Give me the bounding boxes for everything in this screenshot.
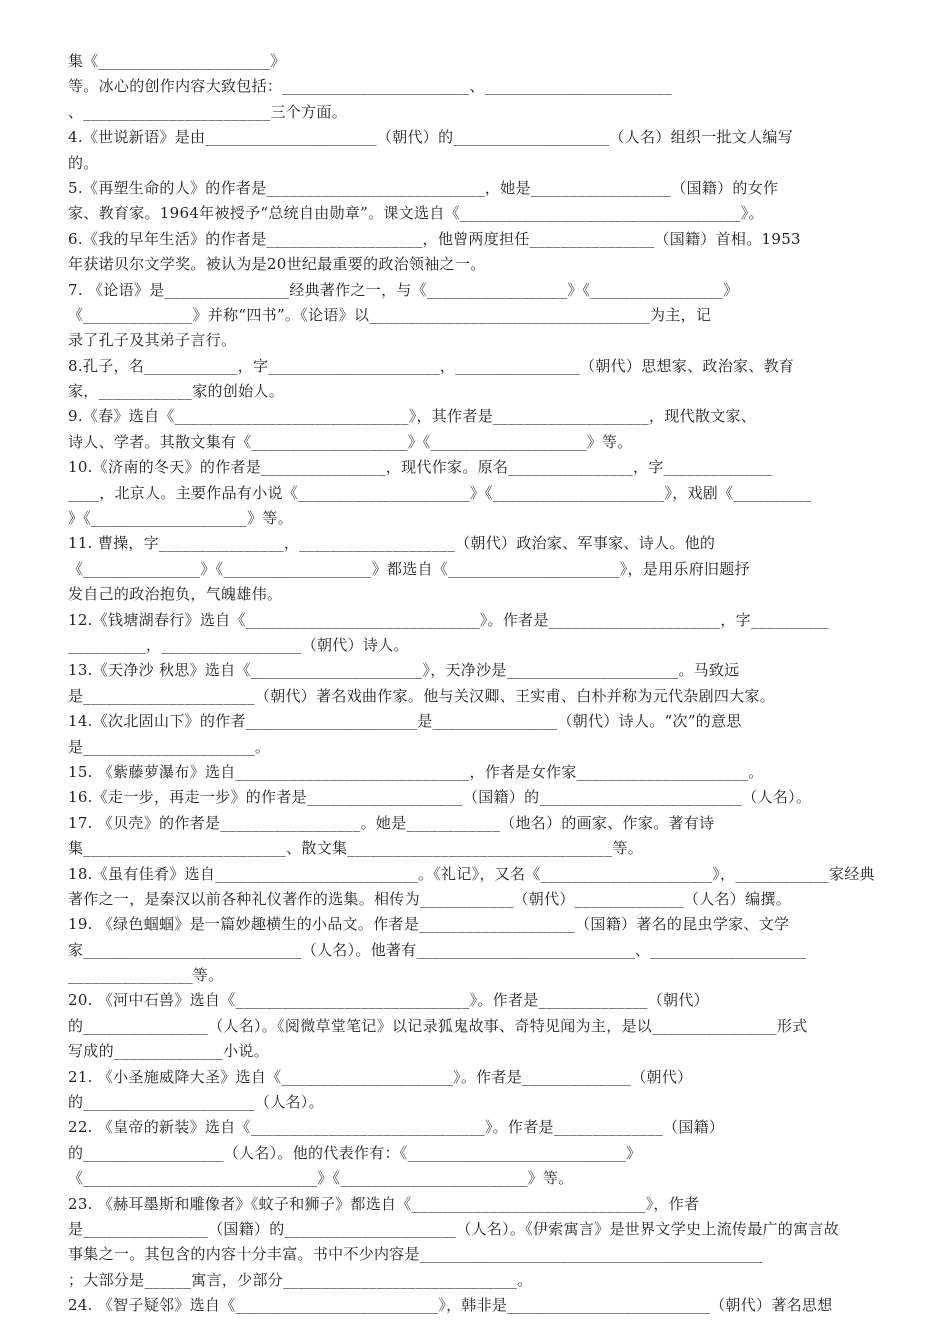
worksheet-line: 8.孔子，名____________，字______________________，________________（朝代）思想家、政治家、教育 — [68, 356, 795, 375]
worksheet-line: 15. 《紫藤萝瀑布》选自______________________________，作者是女作家______________________。 — [68, 762, 764, 781]
worksheet-line: 集__________________________、散文集__________________________________等。 — [68, 839, 644, 858]
worksheet-body — [68, 49, 914, 1319]
worksheet-line: 等。冰心的创作内容大致包括：________________________、________________________ — [68, 77, 672, 96]
worksheet-line: 20. 《河中石兽》选自《______________________________》。作者是______________（朝代） — [68, 991, 709, 1010]
worksheet-line: 23. 《赫耳墨斯和雕像者》《蚊子和狮子》都选自《______________________________》，作者 — [68, 1194, 700, 1213]
worksheet-line: 24. 《智子疑邻》选自《__________________________》，韩非是__________________________（朝代）著名思想 — [68, 1296, 833, 1315]
worksheet-line: ________________等。 — [68, 966, 224, 985]
worksheet-line: 13.《天净沙 秋思》选自《______________________》，天净沙是______________________。马致远 — [68, 661, 740, 680]
worksheet-line: 7. 《论语》是________________经典著作之一，与《__________________》《_________________》 — [68, 280, 739, 299]
worksheet-line: 16.《走一步，再走一步》的作者是____________________（国籍）的__________________________（人名）。 — [68, 788, 812, 807]
worksheet-line: 《_______________》《___________________》都选自《______________________》，是用乐府旧题抒 — [68, 559, 750, 578]
worksheet-line: 21. 《小圣施威降大圣》选自《______________________》。作者是______________（朝代） — [68, 1067, 693, 1086]
worksheet-line: 年获诺贝尔文学奖。被认为是20世纪最重要的政治领袖之一。 — [68, 255, 486, 274]
worksheet-line: 《______________》并称“四书”。《论语》以____________________________________为主，记 — [68, 305, 712, 324]
worksheet-line: 著作之一，是秦汉以前各种礼仪著作的选集。相传为____________（朝代）______________（人名）编撰。 — [68, 889, 792, 908]
worksheet-line: 4.《世说新语》是由______________________（朝代）的____________________（人名）组织一批文人编写 — [68, 128, 794, 147]
worksheet-line: 是______________________（朝代）著名戏曲作家。他与关汉卿、王实甫、白朴并称为元代杂剧四大家。 — [68, 686, 776, 705]
worksheet-line: 14.《次北固山下》的作者______________________是________________（朝代）诗人。“次”的意思 — [68, 712, 742, 731]
worksheet-line: 10.《济南的冬天》的作者是________________，现代作家。原名________________，字______________ — [68, 458, 773, 477]
worksheet-line: 是______________________。 — [68, 737, 271, 756]
worksheet-line: 12.《钱塘湖春行》选自《______________________________》。作者是______________________，字__________ — [68, 610, 829, 629]
worksheet-line: 》《____________________》等。 — [68, 509, 294, 528]
worksheet-line: ；大部分是______寓言，少部分______________________________。 — [68, 1270, 533, 1289]
worksheet-line: 、________________________三个方面。 — [68, 102, 348, 121]
worksheet-line: 的________________（人名）。《阅微草堂笔记》以记录狐鬼故事、奇特见闻为主，是以________________形式 — [68, 1016, 808, 1035]
worksheet-line: 22. 《皇帝的新装》选自《______________________________》。作者是______________（国籍） — [68, 1118, 725, 1137]
worksheet-line: 11. 曹操，字________________，____________________（朝代）政治家、军事家、诗人。他的 — [68, 534, 716, 553]
worksheet-line: 发自己的政治抱负，气魄雄伟。 — [68, 585, 283, 604]
worksheet-line: __________，__________________（朝代）诗人。 — [68, 635, 409, 654]
worksheet-line: 5.《再塑生命的人》的作者是____________________________，她是__________________（国籍）的女作 — [68, 178, 779, 197]
worksheet-line: ____，北京人。主要作品有小说《______________________》《______________________》，戏剧《__________ — [68, 483, 812, 502]
worksheet-line: 18.《虽有佳肴》选自__________________________。《礼记》，又名《______________________》，____________家经典 — [68, 864, 875, 883]
worksheet-line: 的。 — [68, 153, 99, 172]
worksheet-line: 录了孔子及其弟子言行。 — [68, 331, 237, 350]
worksheet-line: 9.《春》选自《______________________________》，其作者是____________________，现代散文家、 — [68, 407, 757, 426]
worksheet-line: 集《______________________》 — [68, 52, 286, 70]
worksheet-line: 6.《我的早年生活》的作者是____________________，他曾两度担任________________（国籍）首相。1953 — [68, 229, 801, 248]
worksheet-line: 《______________________________》《________________________》等。 — [68, 1169, 574, 1188]
worksheet-line: 家、教育家。1964年被授予“总统自由勋章”。课文选自《____________________________________》。 — [68, 204, 764, 223]
worksheet-line: 写成的______________小说。 — [68, 1042, 270, 1061]
worksheet-line: 家，____________家的创始人。 — [68, 382, 285, 401]
worksheet-line: 的______________________（人名）。 — [68, 1093, 324, 1112]
worksheet-line: 19. 《绿色蝈蝈》是一篇妙趣横生的小品文。作者是____________________（国籍）著名的昆虫学家、文学 — [68, 915, 790, 934]
worksheet-line: 家____________________________（人名）。他著有____________________________、____________________ — [68, 940, 807, 959]
worksheet-line: 是________________（国籍）的______________________（人名）。《伊索寓言》是世界文学史上流传最广的寓言故 — [68, 1219, 840, 1238]
worksheet-line: 事集之一。其包含的内容十分丰富。书中不少内容是____________________________________________ — [68, 1245, 764, 1264]
worksheet-line: 17. 《贝壳》的作者是__________________。她是____________（地名）的画家、作家。著有诗 — [68, 813, 715, 832]
worksheet-line: 的__________________（人名）。他的代表作有：《____________________________》 — [68, 1143, 642, 1162]
worksheet-line: 诗人、学者。其散文集有《____________________》《____________________》等。 — [68, 432, 633, 451]
